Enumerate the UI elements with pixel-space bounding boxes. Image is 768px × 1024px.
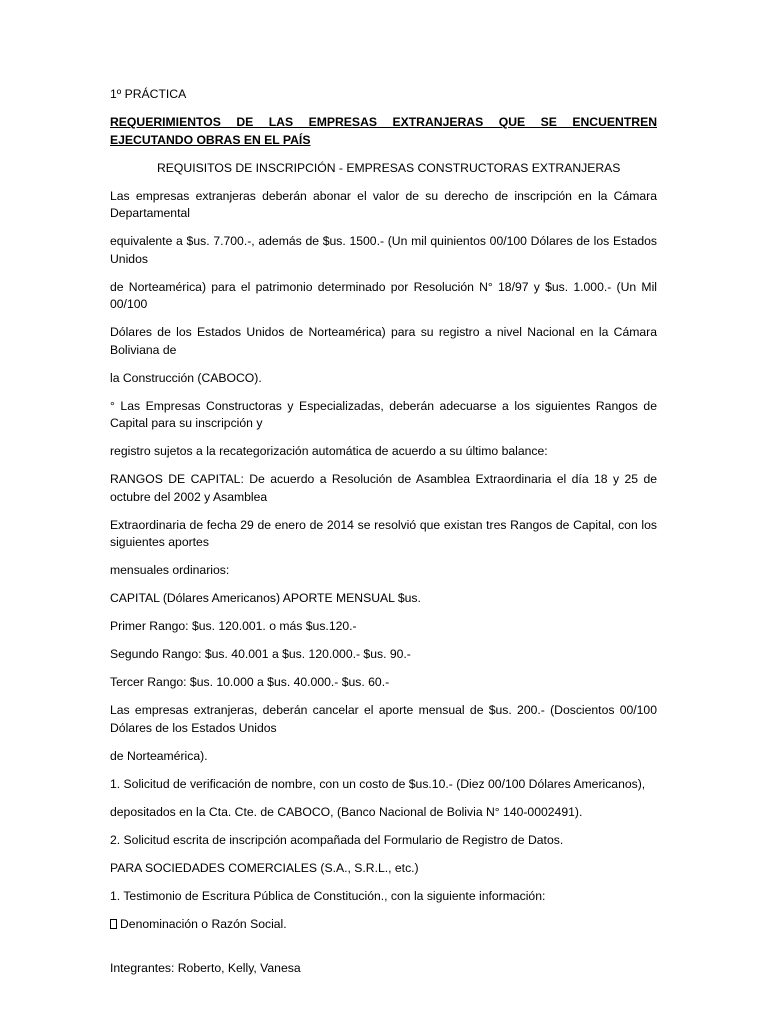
list-item bbox=[110, 916, 657, 934]
paragraph: RANGOS DE CAPITAL: De acuerdo a Resolución de Asamblea Extraordinaria el día 18 y 25 de octubre del 2002 y Asamblea bbox=[110, 472, 657, 504]
paragraph: 1. Solicitud de verificación de nombre, con un costo de $us.10.- (Diez 00/100 Dólares Americanos), bbox=[110, 776, 646, 791]
missing-glyph-icon bbox=[110, 919, 117, 929]
paragraph: CAPITAL (Dólares Americanos) APORTE MENSUAL $us. bbox=[110, 591, 421, 605]
document-page bbox=[110, 86, 657, 990]
paragraph: PARA SOCIEDADES COMERCIALES (S.A., S.R.L., etc.) bbox=[110, 860, 419, 875]
paragraph: Tercer Rango: $us. 10.000 a $us. 40.000.- $us. 60.- bbox=[110, 675, 390, 689]
paragraph: de Norteamérica). bbox=[110, 748, 208, 763]
paragraph: 2. Solicitud escrita de inscripción acompañada del Formulario de Registro de Datos. bbox=[110, 832, 564, 847]
document-footer: Integrantes: Roberto, Kelly, Vanesa bbox=[110, 961, 301, 975]
paragraph: la Construcción (CABOCO). bbox=[110, 370, 262, 385]
paragraph: mensuales ordinarios: bbox=[110, 563, 230, 577]
paragraph: Las empresas extranjeras, deberán cancelar el aporte mensual de $us. 200.- (Doscientos 00/100 Dólares de los Estados Unidos bbox=[110, 703, 657, 735]
paragraph: equivalente a $us. 7.700.-, además de $us. 1500.- (Un mil quinientos 00/100 Dólares de los Estados Unidos bbox=[110, 234, 657, 266]
paragraph: depositados en la Cta. Cte. de CABOCO, (Banco Nacional de Bolivia N° 140-0002491). bbox=[110, 804, 583, 819]
paragraph: ° Las Empresas Constructoras y Especializadas, deberán adecuarse a los siguientes Rangos de Capital para su inscripción y bbox=[110, 398, 657, 430]
paragraph: registro sujetos a la recategorización automática de acuerdo a su último balance: bbox=[110, 444, 548, 458]
paragraph: Primer Rango: $us. 120.001. o más $us.120.- bbox=[110, 619, 357, 633]
paragraph: Segundo Rango: $us. 40.001 a $us. 120.000.- $us. 90.- bbox=[110, 647, 411, 661]
document-subheading: REQUISITOS DE INSCRIPCIÓN - EMPRESAS CONSTRUCTORAS EXTRANJERAS bbox=[157, 160, 621, 175]
paragraph: Dólares de los Estados Unidos de Norteamérica) para su registro a nivel Nacional en la Cámara Boliviana de bbox=[110, 325, 657, 357]
paragraph: 1. Testimonio de Escritura Pública de Constitución., con la siguiente información: bbox=[110, 888, 546, 903]
paragraph: de Norteamérica) para el patrimonio determinado por Resolución N° 18/97 y $us. 1.000.- (Un Mil 00/100 bbox=[110, 279, 657, 311]
document-heading: REQUERIMIENTOS DE LAS EMPRESAS EXTRANJERAS QUE SE ENCUENTREN EJECUTANDO OBRAS EN EL PAÍS bbox=[110, 115, 657, 147]
paragraph: Extraordinaria de fecha 29 de enero de 2014 se resolvió que existan tres Rangos de Capital, con los siguientes aportes bbox=[110, 517, 657, 549]
document-title: 1º PRÁCTICA bbox=[110, 87, 187, 101]
list-item-text: Denominación o Razón Social. bbox=[120, 916, 287, 931]
paragraph: Las empresas extranjeras deberán abonar el valor de su derecho de inscripción en la Cámara Departamental bbox=[110, 188, 657, 220]
